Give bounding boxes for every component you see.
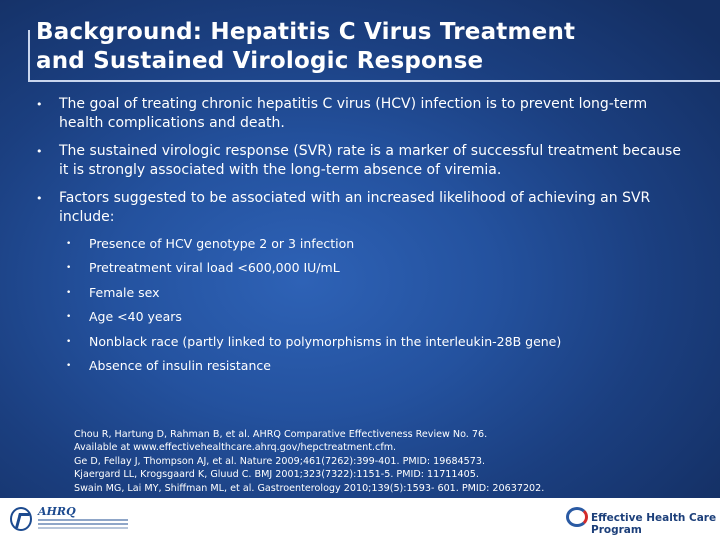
ahrq-logo: AHRQ [38,505,76,518]
sub-bullet-item [36,358,686,374]
reference-line: Swain MG, Lai MY, Shiffman ML, et al. Gastroenterology 2010;139(5):1593- 601. PMID: 20637202. [74,482,545,494]
sub-bullet-text: Presence of HCV genotype 2 or 3 infection [89,236,355,251]
sub-bullet-marker: • [66,239,72,249]
reference-line: Chou R, Hartung D, Rahman B, et al. AHRQ Comparative Effectiveness Review No. 76. [74,429,488,440]
bullet-item [36,95,686,133]
bullet-list [36,95,686,382]
sub-bullet-text: Age <40 years [89,309,182,325]
title-line-1: Background: Hepatitis C Virus Treatment [36,19,576,45]
ehc-swirl-icon [566,507,588,527]
bullet-text: The sustained virologic response (SVR) rate is a marker of successful treatment because it is strongly associated with the long-term absence of viremia. [59,143,681,178]
sub-bullet-item [36,334,686,350]
sub-bullet-marker: • [66,336,72,347]
reference-line: Available at www.effectivehealthcare.ahrq.gov/hepctreatment.cfm. [74,442,397,454]
program-name: Effective Health Care Program [591,512,717,536]
sub-bullet-item [36,236,686,252]
ahrq-tagline-graphic [38,519,128,521]
sub-bullet-marker: • [66,312,72,323]
sub-bullet-text: Nonblack race (partly linked to polymorphisms in the interleukin-28B gene) [89,333,562,349]
title-line-2: and Sustained Virologic Response [36,48,484,74]
sub-bullet-marker: • [66,360,72,371]
title-underline [28,80,720,82]
sub-bullet-item [36,260,686,276]
sub-bullet-marker: • [66,263,72,274]
bullet-item [36,142,686,180]
sub-bullet-text: Pretreatment viral load <600,000 IU/mL [89,260,340,276]
bullet-text: The goal of treating chronic hepatitis C virus (HCV) infection is to prevent long-term health complications and death. [59,96,648,131]
reference-line: Ge D, Fellay J, Thompson AJ, et al. Nature 2009;461(7262):399-401. PMID: 19684573. [74,455,486,467]
sub-bullet-text: Absence of insulin resistance [89,357,271,373]
bullet-marker: • [36,98,43,111]
bullet-text: Factors suggested to be associated with an increased likelihood of achieving an SVR include: [59,190,651,225]
title-left-rule [28,30,30,82]
sub-bullet-item [36,309,686,325]
sub-bullet-item [36,285,686,301]
sub-bullet-list [36,236,686,374]
sub-bullet-text: Female sex [89,284,160,300]
bullet-item [36,189,686,227]
slide-title [36,18,706,76]
bullet-marker: • [36,145,43,158]
reference-line: Kjaergard LL, Krogsgaard K, Gluud C. BMJ 2001;323(7322):1151-5. PMID: 11711405. [74,469,479,481]
references [74,428,694,495]
sub-bullet-marker: • [66,287,72,298]
hhs-seal-icon [10,507,32,531]
bullet-marker: • [36,192,43,205]
